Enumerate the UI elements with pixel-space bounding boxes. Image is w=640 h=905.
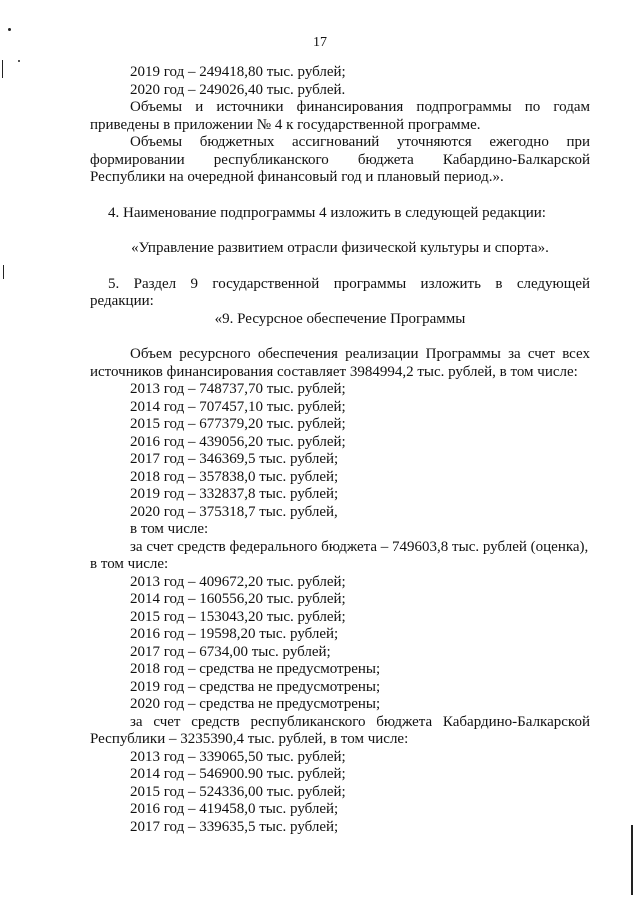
year-line: 2013 год – 339065,50 тыс. рублей; (130, 748, 346, 765)
scan-mark (3, 265, 4, 279)
paragraph-line: Объем ресурсного обеспечения реализации Программы за счет всех (130, 346, 590, 362)
item-4-text: 4. Наименование подпрограммы 4 изложить в следующей редакции: (108, 204, 546, 221)
year-line: 2014 год – 160556,20 тыс. рублей; (130, 591, 346, 607)
republic-line: Республики – 3235390,4 тыс. рублей, в том числе: (90, 731, 409, 747)
document-body (90, 64, 590, 836)
scan-mark (2, 60, 3, 78)
year-line: 2014 год – 546900.90 тыс. рублей; (130, 766, 346, 782)
section-title: «9. Ресурсное обеспечение Программы (214, 310, 466, 327)
page-number: 17 (313, 35, 327, 50)
year-line: 2020 год – 375318,7 тыс. рублей, (130, 503, 338, 520)
republic-line: за счет средств республиканского бюджета Кабардино-Балкарской (130, 713, 590, 730)
year-line: 2019 год – 332837,8 тыс. рублей; (130, 486, 339, 502)
year-line: 2016 год – 419458,0 тыс. рублей; (130, 801, 339, 817)
federal-line: в том числе: (90, 556, 169, 572)
paragraph-line: приведены в приложении № 4 к государственной программе. (90, 116, 481, 133)
item-5-line: 5. Раздел 9 государственной программы изложить в следующей (108, 275, 590, 292)
item-5-line: редакции: (90, 293, 154, 309)
scan-mark (8, 28, 11, 31)
including-line: в том числе: (130, 521, 209, 537)
text-line: 2019 год – 249418,80 тыс. рублей; (130, 64, 346, 80)
year-line: 2018 год – средства не предусмотрены; (130, 661, 381, 677)
year-line: 2018 год – 357838,0 тыс. рублей; (130, 468, 339, 485)
text-line: 2020 год – 249026,40 тыс. рублей. (130, 81, 346, 98)
year-line: 2016 год – 19598,20 тыс. рублей; (130, 626, 339, 642)
scan-mark (631, 825, 633, 895)
year-line: 2015 год – 524336,00 тыс. рублей; (130, 783, 346, 800)
paragraph-line: источников финансирования составляет 3984994,2 тыс. рублей, в том числе: (90, 363, 578, 380)
year-line: 2015 год – 677379,20 тыс. рублей; (130, 416, 346, 432)
year-line: 2015 год – 153043,20 тыс. рублей; (130, 608, 346, 625)
item-4-quote: «Управление развитием отрасли физической культуры и спорта». (131, 240, 549, 256)
federal-line: за счет средств федерального бюджета – 749603,8 тыс. рублей (оценка), (130, 538, 589, 555)
year-line: 2017 год – 346369,5 тыс. рублей; (130, 451, 339, 467)
year-line: 2013 год – 748737,70 тыс. рублей; (130, 381, 346, 397)
paragraph-line: Республики на очередной финансовый год и плановый период.». (90, 169, 504, 185)
year-line: 2014 год – 707457,10 тыс. рублей; (130, 398, 346, 415)
year-line: 2016 год – 439056,20 тыс. рублей; (130, 433, 346, 450)
paragraph-line: формировании республиканского бюджета Кабардино-Балкарской (90, 151, 590, 168)
year-line: 2017 год – 339635,5 тыс. рублей; (130, 818, 339, 835)
scan-mark (18, 60, 20, 62)
year-line: 2013 год – 409672,20 тыс. рублей; (130, 573, 346, 590)
paragraph-line: Объемы бюджетных ассигнований уточняются ежегодно при (130, 134, 590, 150)
paragraph-line: Объемы и источники финансирования подпрограммы по годам (130, 99, 590, 115)
year-line: 2019 год – средства не предусмотрены; (130, 678, 381, 695)
year-line: 2017 год – 6734,00 тыс. рублей; (130, 643, 331, 660)
year-line: 2020 год – средства не предусмотрены; (130, 696, 381, 712)
